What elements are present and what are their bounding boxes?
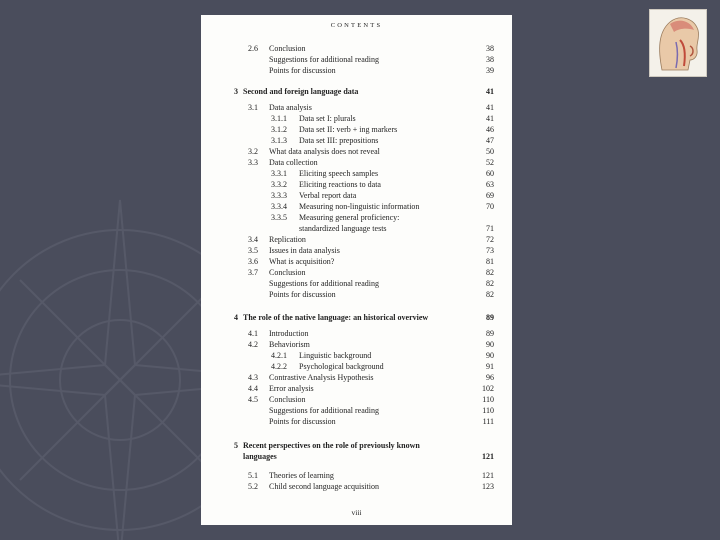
toc-entry-title: The role of the native language: an historical overview bbox=[243, 313, 429, 322]
toc-page-number: 41 bbox=[486, 87, 494, 96]
toc-entry-number: 3.3 bbox=[248, 158, 258, 167]
toc-entry-number: 3.3.4 bbox=[271, 202, 287, 211]
toc-page-number: 82 bbox=[486, 290, 494, 299]
toc-entry-title: Conclusion bbox=[269, 395, 306, 404]
toc-entry-title: Measuring non-linguistic information bbox=[299, 202, 420, 211]
toc-entry-number: 3.3.1 bbox=[271, 169, 287, 178]
toc-page-number: 50 bbox=[486, 147, 494, 156]
toc-entry-number: 4.3 bbox=[248, 373, 258, 382]
page-number: viii bbox=[351, 508, 362, 517]
toc-entry-title: Behaviorism bbox=[269, 340, 310, 349]
toc-entry-number: 3.6 bbox=[248, 257, 258, 266]
toc-entry-title: Child second language acquisition bbox=[269, 482, 379, 491]
toc-entry-title: Data analysis bbox=[269, 103, 312, 112]
toc-page-number: 38 bbox=[486, 55, 494, 64]
toc-page-number: 110 bbox=[482, 395, 494, 404]
toc-page-number: 82 bbox=[486, 279, 494, 288]
toc-entry-number: 3.3.3 bbox=[271, 191, 287, 200]
toc-entry-title: Measuring general proficiency: bbox=[299, 213, 400, 222]
toc-entry-number: 3 bbox=[234, 87, 238, 96]
toc-entry-title: Introduction bbox=[269, 329, 309, 338]
toc-page-number: 82 bbox=[486, 268, 494, 277]
toc-page-number: 121 bbox=[482, 452, 494, 461]
toc-page-number: 121 bbox=[482, 471, 494, 480]
toc-entry-title: Issues in data analysis bbox=[269, 246, 340, 255]
page-header: CONTENTS bbox=[330, 22, 383, 29]
toc-page-number: 91 bbox=[486, 362, 494, 371]
toc-page-number: 52 bbox=[486, 158, 494, 167]
toc-entry-number: 3.2 bbox=[248, 147, 258, 156]
toc-page-number: 39 bbox=[486, 66, 494, 75]
toc-entry-number: 4.2.2 bbox=[271, 362, 287, 371]
document-page bbox=[201, 15, 512, 525]
toc-entry-number: 3.5 bbox=[248, 246, 258, 255]
toc-entry-title: Suggestions for additional reading bbox=[269, 406, 379, 415]
toc-entry-title: Recent perspectives on the role of previously known bbox=[243, 441, 420, 450]
toc-page-number: 63 bbox=[486, 180, 494, 189]
toc-page-number: 89 bbox=[486, 329, 494, 338]
toc-entry-number: 3.4 bbox=[248, 235, 258, 244]
toc-entry-title: What is acquisition? bbox=[269, 257, 335, 266]
toc-entry-number: 4.4 bbox=[248, 384, 258, 393]
toc-entry-number: 3.1.3 bbox=[271, 136, 287, 145]
toc-page-number: 69 bbox=[486, 191, 494, 200]
toc-entry-title: Contrastive Analysis Hypothesis bbox=[269, 373, 374, 382]
toc-page-number: 41 bbox=[486, 114, 494, 123]
toc-entry-number: 3.7 bbox=[248, 268, 258, 277]
toc-page-number: 47 bbox=[486, 136, 494, 145]
toc-entry-number: 5.2 bbox=[248, 482, 258, 491]
toc-page-number: 38 bbox=[486, 44, 494, 53]
toc-page-number: 41 bbox=[486, 103, 494, 112]
toc-entry-title: Data collection bbox=[269, 158, 318, 167]
toc-entry-title: Points for discussion bbox=[269, 417, 336, 426]
toc-entry-number: 3.1.2 bbox=[271, 125, 287, 134]
toc-page-number: 72 bbox=[486, 235, 494, 244]
toc-entry-title: standardized language tests bbox=[299, 224, 387, 233]
toc-page-number: 81 bbox=[486, 257, 494, 266]
toc-entry-title: Data set I: plurals bbox=[299, 114, 356, 123]
toc-entry-title: What data analysis does not reveal bbox=[269, 147, 380, 156]
toc-entry-title: Eliciting reactions to data bbox=[299, 180, 381, 189]
toc-entry-title: Verbal report data bbox=[299, 191, 357, 200]
toc-page-number: 96 bbox=[486, 373, 494, 382]
toc-page-number: 89 bbox=[486, 313, 494, 322]
toc-entry-number: 4.2.1 bbox=[271, 351, 287, 360]
toc-entry-title: Second and foreign language data bbox=[243, 87, 359, 96]
toc-entry-title: Psychological background bbox=[299, 362, 384, 371]
toc-entry-title: Conclusion bbox=[269, 268, 306, 277]
toc-entry-title: Conclusion bbox=[269, 44, 306, 53]
toc-entry-title: Suggestions for additional reading bbox=[269, 279, 379, 288]
toc-entry-title: languages bbox=[243, 452, 277, 461]
toc-page-number: 71 bbox=[486, 224, 494, 233]
toc-entry-title: Points for discussion bbox=[269, 290, 336, 299]
toc-entry-number: 5.1 bbox=[248, 471, 258, 480]
toc-entry-number: 5 bbox=[234, 441, 238, 450]
toc-entry-title: Data set II: verb + ing markers bbox=[299, 125, 398, 134]
toc-page-number: 123 bbox=[482, 482, 494, 491]
toc-entry-title: Theories of learning bbox=[269, 471, 334, 480]
toc-entry-title: Eliciting speech samples bbox=[299, 169, 379, 178]
toc-entry-number: 4.5 bbox=[248, 395, 258, 404]
toc-page-number: 73 bbox=[486, 246, 494, 255]
table-of-contents bbox=[201, 15, 512, 525]
toc-entry-number: 4.2 bbox=[248, 340, 258, 349]
toc-entry-title: Data set III: prepositions bbox=[299, 136, 379, 145]
toc-page-number: 70 bbox=[486, 202, 494, 211]
toc-page-number: 102 bbox=[482, 384, 494, 393]
toc-entry-number: 2.6 bbox=[248, 44, 258, 53]
toc-page-number: 90 bbox=[486, 340, 494, 349]
toc-entry-number: 3.3.2 bbox=[271, 180, 287, 189]
toc-entry-number: 4 bbox=[234, 313, 238, 322]
toc-entry-title: Points for discussion bbox=[269, 66, 336, 75]
toc-entry-number: 3.3.5 bbox=[271, 213, 287, 222]
toc-entry-number: 3.1 bbox=[248, 103, 258, 112]
toc-page-number: 60 bbox=[486, 169, 494, 178]
toc-entry-title: Linguistic background bbox=[299, 351, 372, 360]
toc-entry-number: 4.1 bbox=[248, 329, 258, 338]
toc-entry-number: 3.1.1 bbox=[271, 114, 287, 123]
toc-entry-title: Suggestions for additional reading bbox=[269, 55, 379, 64]
anatomy-head-illustration-icon bbox=[649, 9, 707, 77]
toc-page-number: 90 bbox=[486, 351, 494, 360]
toc-page-number: 110 bbox=[482, 406, 494, 415]
toc-page-number: 111 bbox=[482, 417, 494, 426]
toc-page-number: 46 bbox=[486, 125, 494, 134]
toc-entry-title: Replication bbox=[269, 235, 306, 244]
toc-entry-title: Error analysis bbox=[269, 384, 314, 393]
